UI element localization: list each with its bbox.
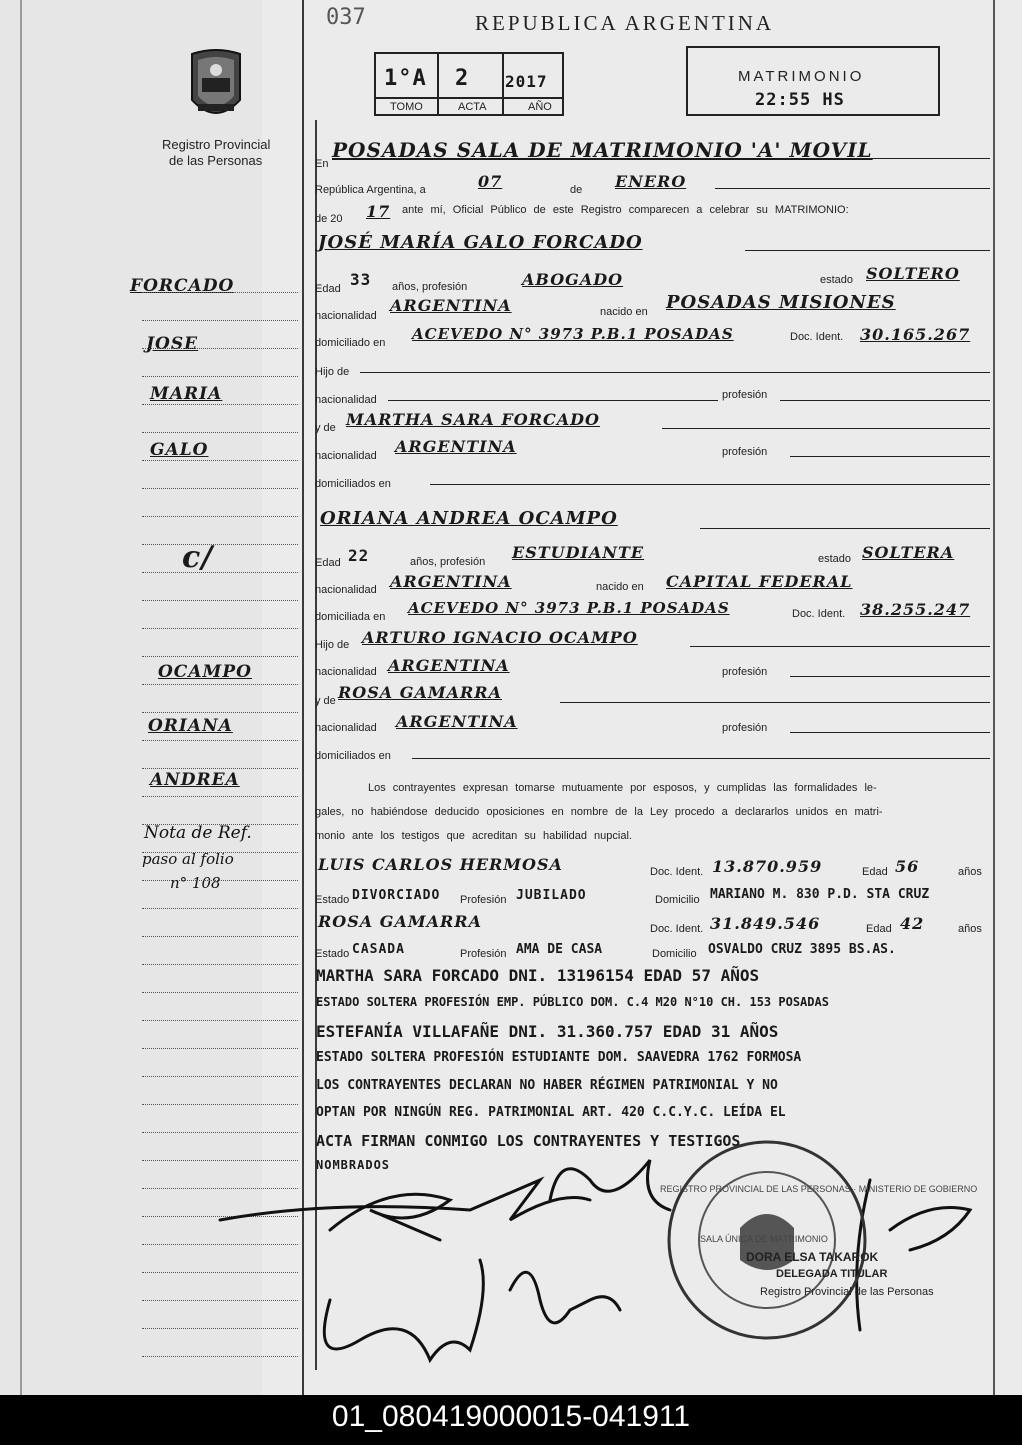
box-divider bbox=[374, 97, 562, 99]
page-edge-line bbox=[20, 0, 22, 1395]
margin-note-line2: paso al folio bbox=[142, 850, 234, 868]
extra-line5: LOS CONTRAYENTES DECLARAN NO HABER RÉGIMEN PATRIMONIAL Y NO bbox=[316, 1078, 778, 1093]
signature-scribble-2 bbox=[330, 1194, 450, 1240]
edad-label: Edad bbox=[315, 557, 341, 569]
tomo-label: TOMO bbox=[390, 101, 423, 113]
profesion-cap-label: Profesión bbox=[460, 948, 507, 960]
document-id-label: 01_080419000015-041911 bbox=[331, 1400, 691, 1433]
margin-name-maria: MARIA bbox=[150, 384, 223, 404]
bride-birthplace: CAPITAL FEDERAL bbox=[666, 572, 853, 591]
year-suffix: 17 bbox=[366, 202, 391, 221]
fill-line bbox=[662, 428, 990, 429]
doc-label: Doc. Ident. bbox=[790, 331, 844, 343]
acta-label: ACTA bbox=[458, 101, 487, 113]
witness2-address: OSVALDO CRUZ 3895 BS.AS. bbox=[708, 942, 896, 957]
groom-fullname: JOSÉ MARÍA GALO FORCADO bbox=[318, 232, 643, 253]
bride-nationality: ARGENTINA bbox=[390, 572, 512, 591]
nacido-label: nacido en bbox=[600, 306, 648, 318]
margin-dotted-line bbox=[142, 880, 298, 881]
fill-line bbox=[700, 528, 990, 529]
yde-label: y de bbox=[315, 695, 336, 707]
ante-text: ante mí, Oficial Público de este Registro comparecen a celebrar su MATRIMONIO: bbox=[402, 204, 849, 216]
witness2-name: ROSA GAMARRA bbox=[318, 912, 482, 931]
fill-line bbox=[780, 400, 990, 401]
box-divider bbox=[437, 52, 439, 114]
margin-dotted-line bbox=[142, 516, 298, 517]
profesion-label: profesión bbox=[722, 666, 768, 678]
domicilio-label: Domicilio bbox=[655, 894, 700, 906]
extra-line1: MARTHA SARA FORCADO DNI. 13196154 EDAD 57 AÑOS bbox=[316, 966, 760, 985]
margin-dotted-line bbox=[142, 376, 298, 377]
ano-value: 2017 bbox=[505, 72, 548, 91]
margin-dotted-line bbox=[142, 768, 298, 769]
margin-dotted-line bbox=[142, 572, 298, 573]
bride-fullname: ORIANA ANDREA OCAMPO bbox=[320, 508, 618, 529]
margin-name-forcado: FORCADO bbox=[130, 276, 235, 296]
margin-dotted-line bbox=[142, 852, 298, 853]
margin-conjunction: c/ bbox=[182, 540, 214, 575]
extra-line2: ESTADO SOLTERA PROFESIÓN EMP. PÚBLICO DOM. C.4 M20 N°10 CH. 153 POSADAS bbox=[316, 995, 829, 1009]
registry-name-line1: Registro Provincial bbox=[162, 137, 271, 152]
margin-dotted-line bbox=[142, 460, 298, 461]
shield-emblem-icon bbox=[184, 48, 248, 126]
profesion-label: profesión bbox=[722, 389, 768, 401]
groom-profession: ABOGADO bbox=[522, 270, 624, 289]
ceremony-day: 07 bbox=[478, 172, 503, 191]
margin-dotted-line bbox=[142, 544, 298, 545]
year-prefix: de 20 bbox=[315, 213, 343, 225]
official-name: DORA ELSA TAKAROK bbox=[746, 1250, 879, 1264]
domicilio-label: Domicilio bbox=[652, 948, 697, 960]
fill-line bbox=[430, 484, 990, 485]
edad-label: Edad bbox=[862, 866, 888, 878]
estado-label: estado bbox=[818, 553, 852, 565]
fill-line bbox=[560, 702, 990, 703]
legal-text-line2: gales, no habiéndose deducido oposiciones en nombre de la Ley procedo a declararlos unidos en matri- bbox=[315, 806, 883, 818]
bride-doc: 38.255.247 bbox=[860, 600, 971, 619]
yde-label: y de bbox=[315, 422, 336, 434]
domiciliada-label: domiciliada en bbox=[315, 611, 386, 623]
domiciliados-label: domiciliados en bbox=[315, 750, 391, 762]
margin-dotted-line bbox=[142, 908, 298, 909]
matrimonio-time: 22:55 HS bbox=[755, 90, 845, 110]
estado-label: estado bbox=[820, 274, 854, 286]
page-number: 037 bbox=[326, 5, 366, 30]
official-registry: Registro Provincial de las Personas bbox=[760, 1286, 934, 1298]
witness1-state: DIVORCIADO bbox=[352, 888, 441, 903]
doc-label: Doc. Ident. bbox=[650, 866, 704, 878]
groom-mother-nationality: ARGENTINA bbox=[395, 437, 517, 456]
doc-label: Doc. Ident. bbox=[650, 923, 704, 935]
groom-nationality: ARGENTINA bbox=[390, 296, 512, 315]
nacionalidad-label: nacionalidad bbox=[315, 450, 377, 462]
nacionalidad-label: nacionalidad bbox=[315, 310, 377, 322]
signatures-area bbox=[210, 1140, 1000, 1380]
signature-scribble-4 bbox=[324, 1260, 483, 1360]
anos-short: años bbox=[958, 866, 982, 878]
margin-dotted-line bbox=[142, 488, 298, 489]
margin-dotted-line bbox=[142, 320, 298, 321]
bride-mother-nationality: ARGENTINA bbox=[396, 712, 518, 731]
bride-address: ACEVEDO N° 3973 P.B.1 POSADAS bbox=[408, 599, 730, 617]
margin-dotted-line bbox=[142, 796, 298, 797]
bride-state: SOLTERA bbox=[862, 543, 955, 562]
profesion-cap-label: Profesión bbox=[460, 894, 507, 906]
fill-line bbox=[790, 456, 990, 457]
margin-dotted-line bbox=[142, 628, 298, 629]
witness2-doc: 31.849.546 bbox=[710, 914, 821, 933]
witness2-state: CASADA bbox=[352, 942, 405, 957]
tomo-value: 1°A bbox=[384, 66, 427, 91]
seal-inner-text: SALA ÚNICA DE MATRIMONIO bbox=[700, 1234, 828, 1244]
margin-dotted-line bbox=[142, 600, 298, 601]
bride-profession: ESTUDIANTE bbox=[512, 543, 645, 562]
fill-line bbox=[412, 758, 990, 759]
nacionalidad-label: nacionalidad bbox=[315, 584, 377, 596]
anos-label: años, profesión bbox=[392, 281, 468, 293]
bride-mother: ROSA GAMARRA bbox=[338, 683, 502, 702]
extra-line7: ACTA FIRMAN CONMIGO LOS CONTRAYENTES Y TESTIGOS bbox=[316, 1132, 741, 1150]
nacido-label: nacido en bbox=[596, 581, 644, 593]
margin-name-galo: GALO bbox=[150, 440, 209, 460]
groom-mother: MARTHA SARA FORCADO bbox=[346, 410, 600, 429]
witness2-age: 42 bbox=[900, 914, 925, 933]
registry-name-line2: de las Personas bbox=[169, 153, 263, 168]
groom-birthplace: POSADAS MISIONES bbox=[666, 292, 896, 313]
groom-doc: 30.165.267 bbox=[860, 325, 971, 344]
republica-label: República Argentina, a bbox=[315, 184, 426, 196]
signature-scribble-5 bbox=[510, 1272, 620, 1323]
margin-dotted-line bbox=[142, 1132, 298, 1133]
margin-dotted-line bbox=[142, 824, 298, 825]
country-heading: REPUBLICA ARGENTINA bbox=[475, 11, 775, 35]
ceremony-place: POSADAS SALA DE MATRIMONIO 'A' MOVIL bbox=[332, 138, 873, 162]
margin-name-ocampo: OCAMPO bbox=[158, 662, 252, 682]
signature-scribble-1 bbox=[220, 1180, 590, 1220]
margin-note-line1: Nota de Ref. bbox=[144, 823, 252, 843]
month-fill-line bbox=[715, 188, 990, 189]
groom-father-line bbox=[360, 372, 990, 373]
fill-line bbox=[690, 646, 990, 647]
groom-state: SOLTERO bbox=[866, 264, 960, 283]
groom-address: ACEVEDO N° 3973 P.B.1 POSADAS bbox=[412, 325, 734, 343]
hijo-label: Hijo de bbox=[315, 639, 350, 651]
margin-dotted-line bbox=[142, 992, 298, 993]
margin-dotted-line bbox=[142, 348, 298, 349]
witness2-profession: AMA DE CASA bbox=[516, 942, 603, 957]
extra-line3: ESTEFANÍA VILLAFAÑE DNI. 31.360.757 EDAD 31 AÑOS bbox=[316, 1022, 779, 1041]
margin-dotted-line bbox=[142, 1076, 298, 1077]
margin-dotted-line bbox=[142, 1104, 298, 1105]
extra-line8: NOMBRADOS bbox=[316, 1158, 391, 1172]
margin-name-andrea: ANDREA bbox=[150, 770, 240, 790]
en-label: En bbox=[315, 158, 329, 170]
doc-label: Doc. Ident. bbox=[792, 608, 846, 620]
estado-cap-label: Estado bbox=[315, 948, 350, 960]
acta-value: 2 bbox=[455, 66, 470, 91]
signature-scribble-7 bbox=[890, 1208, 970, 1251]
extra-line4: ESTADO SOLTERA PROFESIÓN ESTUDIANTE DOM. SAAVEDRA 1762 FORMOSA bbox=[316, 1050, 802, 1065]
fill-line bbox=[790, 732, 990, 733]
fill-line bbox=[790, 676, 990, 677]
seal-ring-text: REGISTRO PROVINCIAL DE LAS PERSONAS · MINISTERIO DE GOBIERNO bbox=[660, 1184, 978, 1194]
margin-dotted-line bbox=[142, 404, 298, 405]
legal-text-line1: Los contrayentes expresan tomarse mutuamente por esposos, y cumplidas las formalidades le- bbox=[368, 782, 877, 794]
margin-dotted-line bbox=[142, 1048, 298, 1049]
margin-dotted-line bbox=[142, 656, 298, 657]
margin-name-jose: JOSE bbox=[146, 334, 199, 354]
margin-dotted-line bbox=[142, 432, 298, 433]
groom-age: 33 bbox=[350, 270, 372, 289]
official-title: DELEGADA TITULAR bbox=[776, 1268, 888, 1280]
domiciliado-label: domiciliado en bbox=[315, 337, 386, 349]
margin-dotted-line bbox=[142, 964, 298, 965]
ceremony-month: ENERO bbox=[615, 172, 687, 191]
profesion-label: profesión bbox=[722, 446, 768, 458]
margin-dotted-line bbox=[142, 1020, 298, 1021]
matrimonio-label: MATRIMONIO bbox=[738, 68, 865, 85]
domiciliados-label: domiciliados en bbox=[315, 478, 391, 490]
bride-father-nationality: ARGENTINA bbox=[388, 656, 510, 675]
profesion-label: profesión bbox=[722, 722, 768, 734]
margin-dotted-line bbox=[142, 292, 298, 293]
ano-label: AÑO bbox=[528, 101, 552, 113]
estado-cap-label: Estado bbox=[315, 894, 350, 906]
place-fill-line bbox=[870, 158, 990, 159]
extra-line6: OPTAN POR NINGÚN REG. PATRIMONIAL ART. 420 C.C.Y.C. LEÍDA EL bbox=[316, 1105, 786, 1120]
witness1-doc: 13.870.959 bbox=[712, 857, 823, 876]
margin-dotted-line bbox=[142, 740, 298, 741]
box-divider bbox=[502, 52, 504, 114]
nacionalidad-label: nacionalidad bbox=[315, 394, 377, 406]
anos-short: años bbox=[958, 923, 982, 935]
witness1-age: 56 bbox=[895, 857, 920, 876]
margin-name-oriana: ORIANA bbox=[148, 716, 233, 736]
groom-name-fill-line bbox=[745, 250, 990, 251]
signature-scribble-3 bbox=[550, 1160, 670, 1210]
margin-dotted-line bbox=[142, 684, 298, 685]
edad-label: Edad bbox=[315, 283, 341, 295]
legal-text-line3: monio ante los testigos que acreditan su habilidad nupcial. bbox=[315, 830, 632, 842]
witness1-profession: JUBILADO bbox=[516, 888, 587, 903]
hijo-label: Hijo de bbox=[315, 366, 350, 378]
margin-dotted-line bbox=[142, 936, 298, 937]
edad-label: Edad bbox=[866, 923, 892, 935]
witness1-address: MARIANO M. 830 P.D. STA CRUZ bbox=[710, 887, 930, 902]
bride-age: 22 bbox=[348, 546, 370, 565]
bride-father: ARTURO IGNACIO OCAMPO bbox=[362, 628, 638, 647]
witness1-name: LUIS CARLOS HERMOSA bbox=[318, 855, 563, 874]
fill-line bbox=[388, 400, 718, 401]
nacionalidad-label: nacionalidad bbox=[315, 722, 377, 734]
de-label: de bbox=[570, 184, 583, 196]
anos-label: años, profesión bbox=[410, 556, 486, 568]
margin-dotted-line bbox=[142, 712, 298, 713]
margin-note-line3: n° 108 bbox=[170, 874, 221, 892]
nacionalidad-label: nacionalidad bbox=[315, 666, 377, 678]
